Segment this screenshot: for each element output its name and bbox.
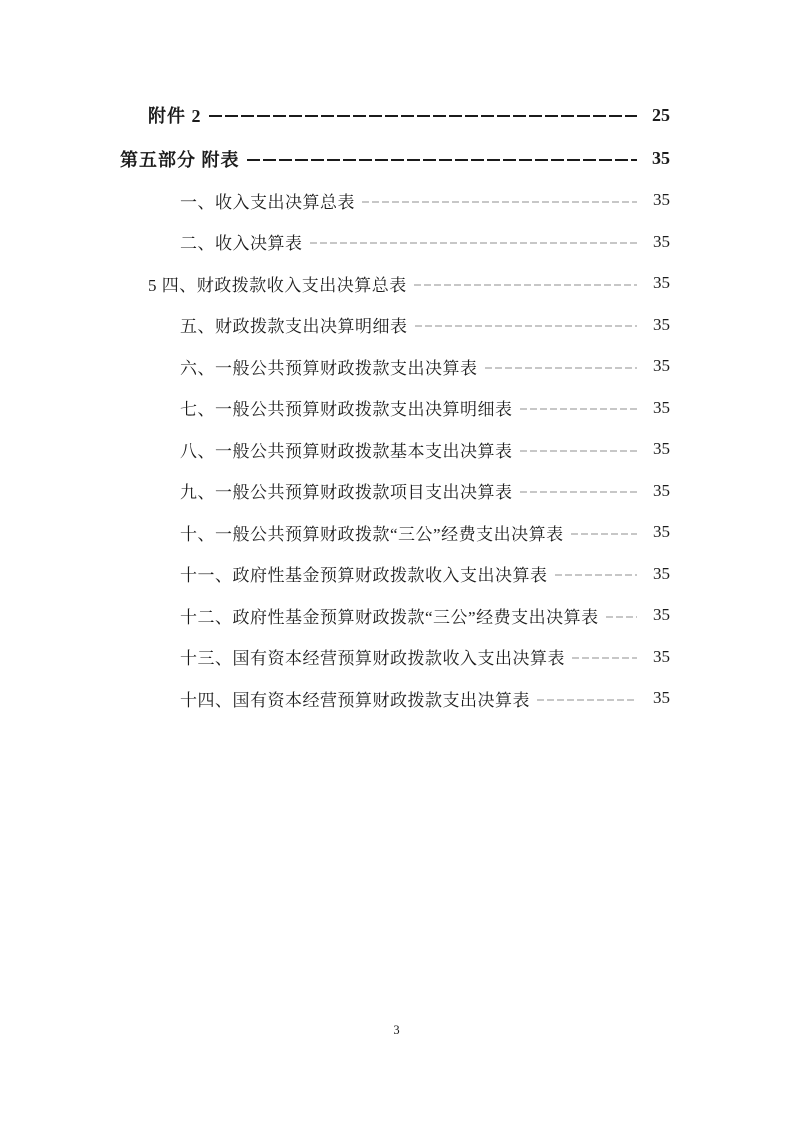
toc-entry: [120, 429, 670, 471]
toc-entry-label: 一、收入支出决算总表: [180, 192, 355, 212]
leader-line: [209, 115, 638, 117]
leader-line: [606, 616, 637, 617]
toc-entry-page-number: 35: [653, 356, 670, 376]
toc-entry: [120, 304, 670, 346]
leader-line: [571, 533, 637, 534]
toc-entry-label: 十三、国有资本经营预算财政拨款收入支出决算表: [180, 649, 565, 669]
toc-entry-label: 5 四、财政拨款收入支出决算总表: [148, 275, 407, 295]
toc-entry-label: 八、一般公共预算财政拨款基本支出决算表: [180, 441, 513, 461]
toc-entry-page-number: 35: [653, 439, 670, 459]
toc-entry: [120, 512, 670, 554]
toc-entry-label: 十、一般公共预算财政拨款“三公”经费支出决算表: [180, 524, 564, 544]
toc-entry-label: 十四、国有资本经营预算财政拨款支出决算表: [180, 690, 530, 710]
toc-entry: [120, 595, 670, 637]
toc-entry-label: 五、财政拨款支出决算明细表: [180, 317, 408, 337]
leader-line: [572, 658, 637, 659]
toc-entry-page-number: 35: [653, 605, 670, 625]
toc-entry-label: 十一、政府性基金预算财政拨款收入支出决算表: [180, 566, 548, 586]
toc-entry: [120, 263, 670, 305]
toc-part-label: 第五部分 附表: [120, 149, 240, 170]
toc-entry: [120, 346, 670, 388]
toc-entry-page-number: 35: [653, 688, 670, 708]
toc-entry-page-number: 35: [653, 231, 670, 251]
toc-entry-label: 六、一般公共预算财政拨款支出决算表: [180, 358, 478, 378]
toc-entry-page-number: 35: [653, 522, 670, 542]
leader-line: [415, 326, 638, 327]
toc-entry-page-number: 35: [653, 314, 670, 334]
toc-entry-label: 二、收入决算表: [180, 234, 303, 254]
toc-entry-label: 七、一般公共预算财政拨款支出决算明细表: [180, 400, 513, 420]
toc-entry: [120, 387, 670, 429]
toc-entry-page-number: 35: [653, 563, 670, 583]
toc-entry-page-number: 35: [653, 646, 670, 666]
toc-entry: [120, 678, 670, 720]
leader-line: [485, 367, 638, 368]
leader-line: [520, 450, 638, 451]
toc-entry-label: 九、一般公共预算财政拨款项目支出决算表: [180, 483, 513, 503]
leader-line: [247, 159, 638, 161]
toc-entry-page-number: 35: [653, 190, 670, 210]
toc-part-heading: [120, 138, 670, 180]
toc-entry: [120, 180, 670, 222]
leader-line: [537, 699, 637, 700]
toc-attachment-label: 附件 2: [148, 106, 202, 126]
toc-entry: [120, 221, 670, 263]
leader-line: [520, 492, 638, 493]
toc-entry-label: 十二、政府性基金预算财政拨款“三公”经费支出决算表: [180, 607, 599, 627]
toc-attachment-entry: [120, 92, 670, 138]
toc-entry: [120, 636, 670, 678]
leader-line: [520, 409, 638, 410]
toc-entry-page-number: 35: [653, 397, 670, 417]
toc-entry-page-number: 35: [653, 480, 670, 500]
toc-part-page-number: 35: [652, 148, 670, 169]
toc-entry-page-number: 35: [653, 273, 670, 293]
leader-line: [414, 284, 637, 285]
toc-attachment-page-number: 25: [652, 104, 670, 125]
table-of-contents: [120, 92, 670, 719]
toc-entry: [120, 553, 670, 595]
footer-page-number: 3: [393, 1023, 400, 1037]
leader-line: [555, 575, 638, 576]
toc-entry: [120, 470, 670, 512]
leader-line: [310, 243, 638, 244]
leader-line: [362, 201, 637, 202]
